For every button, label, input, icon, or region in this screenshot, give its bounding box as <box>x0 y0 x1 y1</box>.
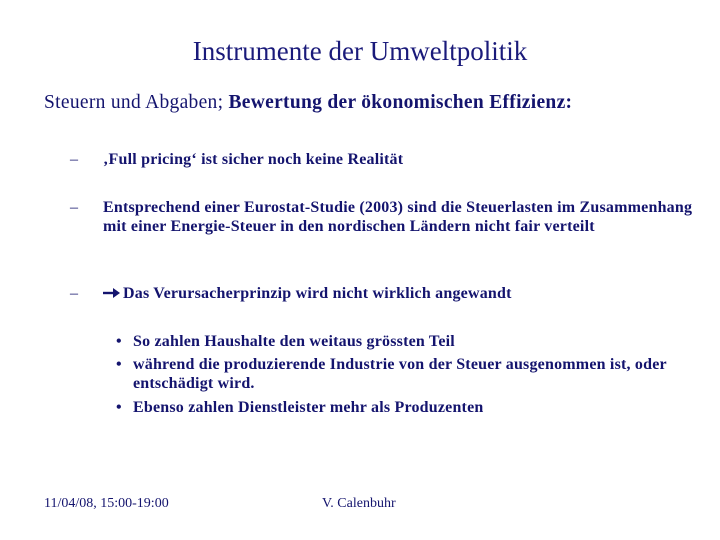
bullet-item <box>70 150 700 169</box>
bullet-item <box>70 198 700 236</box>
dot-marker: • <box>116 399 122 416</box>
bullet-item <box>70 284 700 303</box>
sub-bullet-item <box>116 355 676 393</box>
slide-subtitle <box>44 92 704 114</box>
subtitle-bold: Bewertung der ökonomischen Effizienz: <box>228 92 573 113</box>
sub-bullet-item <box>116 398 676 417</box>
dash-marker: – <box>70 151 79 168</box>
bullet-text-wrapper <box>103 284 700 303</box>
bullet-text: Entsprechend einer Eurostat-Studie (2003) sind die Steuerlasten im Zusammenhang mit einer Energie-Steuer in den nordischen Ländern nicht fair verteilt <box>103 199 693 235</box>
dot-marker: • <box>116 356 122 373</box>
sub-bullet-item <box>116 332 676 351</box>
dash-marker: – <box>70 199 79 216</box>
footer-date: 11/04/08, 15:00-19:00 <box>44 496 169 511</box>
bullet-text: ‚Full pricing‘ ist sicher noch keine Realität <box>103 151 404 168</box>
sub-bullet-text: Ebenso zahlen Dienstleister mehr als Produzenten <box>133 399 484 416</box>
sub-bullet-text: So zahlen Haushalte den weitaus grössten Teil <box>133 333 455 350</box>
footer-author: V. Calenbuhr <box>322 496 396 511</box>
sub-bullet-text: während die produzierende Industrie von der Steuer ausgenommen ist, oder entschädigt wird. <box>133 356 667 392</box>
dash-marker: – <box>70 285 79 302</box>
slide-title: Instrumente der Umweltpolitik <box>192 36 528 66</box>
right-arrow-icon <box>103 284 123 303</box>
subtitle-prefix: Steuern und Abgaben; <box>44 92 229 113</box>
dot-marker: • <box>116 333 122 350</box>
bullet-text: Das Verursacherprinzip wird nicht wirklich angewandt <box>123 285 512 302</box>
